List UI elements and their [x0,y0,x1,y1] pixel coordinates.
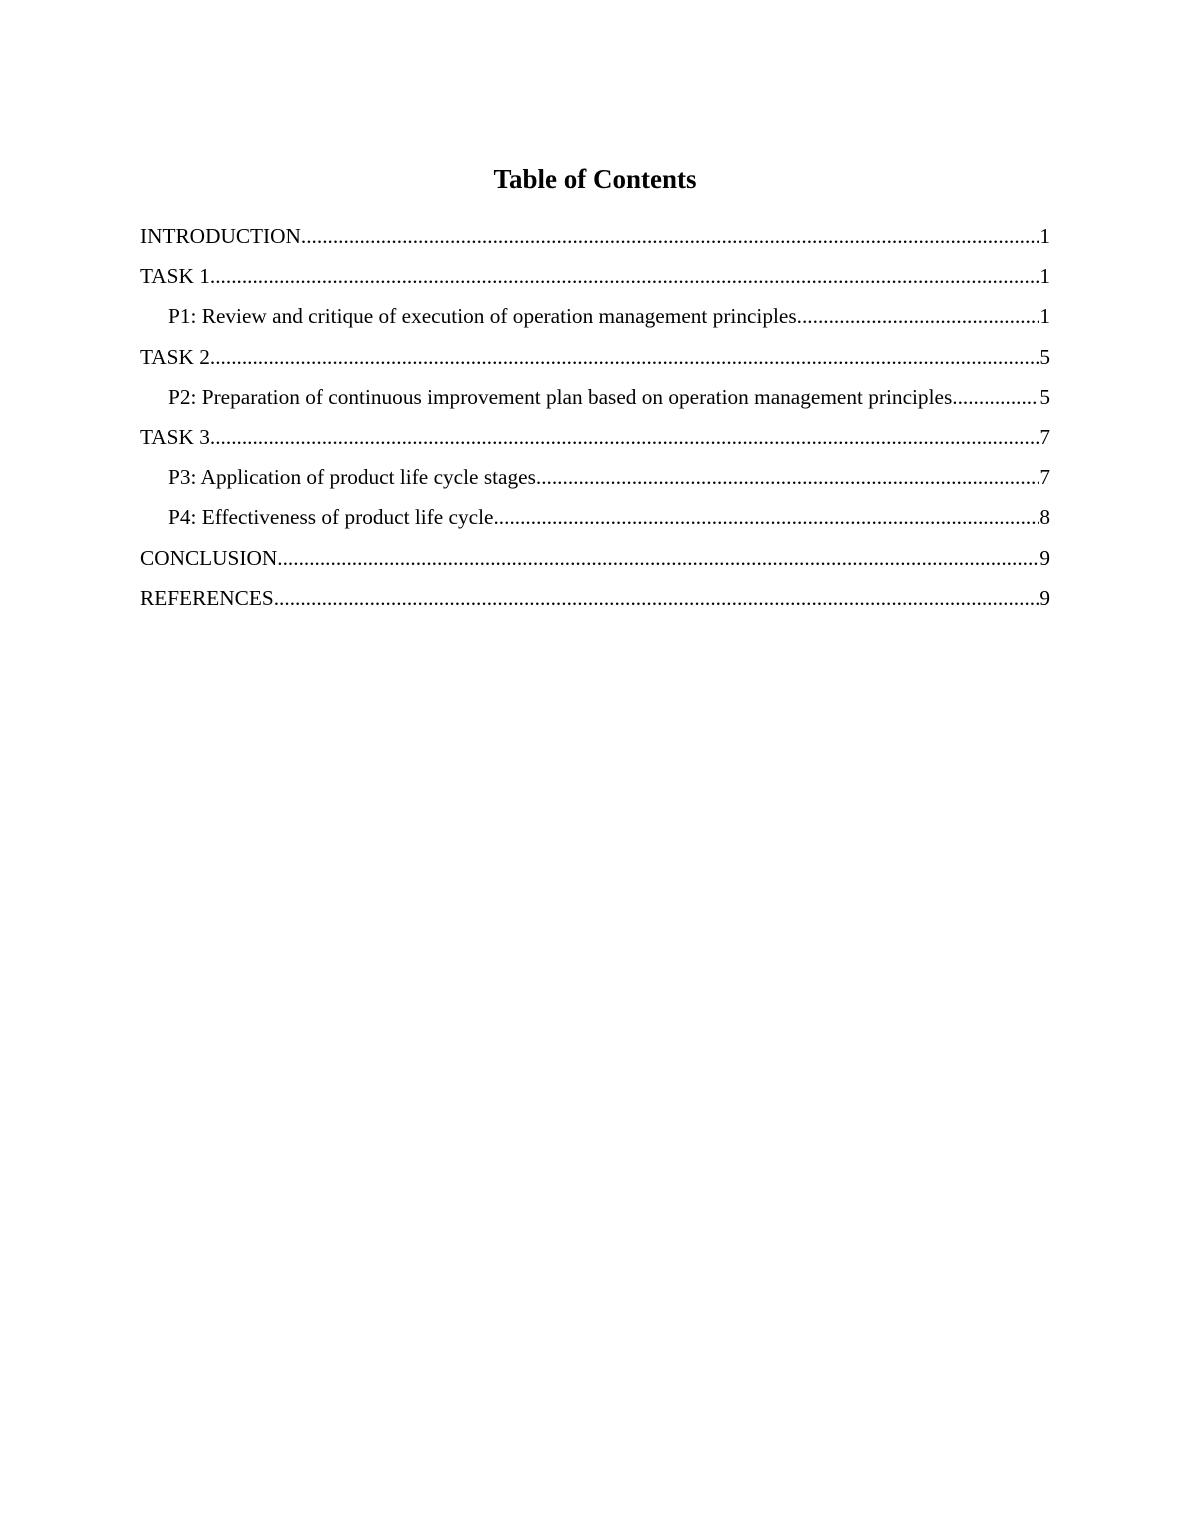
toc-entry-text: REFERENCES [140,585,274,610]
toc-entry-text: TASK 2 [140,344,210,369]
toc-entry-introduction[interactable] [140,220,1050,260]
toc-dot-leader [301,220,1039,252]
toc-page-number: 9 [1039,545,1050,570]
toc-page-number: 8 [1039,505,1050,530]
toc-entry-references[interactable] [140,582,1050,622]
toc-page-number: 1 [1039,304,1050,329]
table-of-contents [140,220,1050,622]
toc-entry-p4[interactable] [140,501,1050,541]
toc-dot-leader [277,542,1039,574]
toc-entry-task-3[interactable] [140,421,1050,461]
toc-page-number: 5 [1039,344,1050,369]
toc-entry-text: P3: Application of product life cycle stages [168,465,536,490]
toc-entry-task-1[interactable] [140,260,1050,300]
toc-entry-p3[interactable] [140,461,1050,501]
toc-dot-leader [958,381,1040,413]
toc-page-number: 7 [1039,465,1050,490]
toc-entry-text: P1: Review and critique of execution of operation management principles [168,304,797,329]
toc-entry-p1[interactable] [140,300,1050,340]
toc-dot-leader [210,341,1039,373]
toc-entry-text: TASK 1 [140,264,210,289]
toc-entry-task-2[interactable] [140,341,1050,381]
toc-page-number: 9 [1039,585,1050,610]
toc-entry-conclusion[interactable] [140,542,1050,582]
toc-dot-leader [797,300,1040,332]
toc-entry-p2[interactable] [140,381,1050,421]
toc-dot-leader [536,461,1039,493]
toc-page-number: 5 [1039,384,1050,409]
toc-dot-leader [210,260,1039,292]
toc-entry-text: P4: Effectiveness of product life cycle [168,505,494,530]
toc-entry-text: TASK 3 [140,424,210,449]
toc-entry-text: CONCLUSION [140,545,278,570]
toc-page-number: 1 [1039,224,1050,248]
toc-page-number: 1 [1039,264,1050,289]
toc-entry-text: P2: Preparation of continuous improvement plan based on operation management principles. [168,384,958,409]
page-title: Table of Contents [493,164,697,194]
toc-entry-text: INTRODUCTION [140,224,301,248]
toc-page-number: 7 [1039,424,1050,449]
toc-dot-leader [210,421,1039,453]
toc-dot-leader [274,582,1040,614]
toc-dot-leader [493,501,1039,533]
